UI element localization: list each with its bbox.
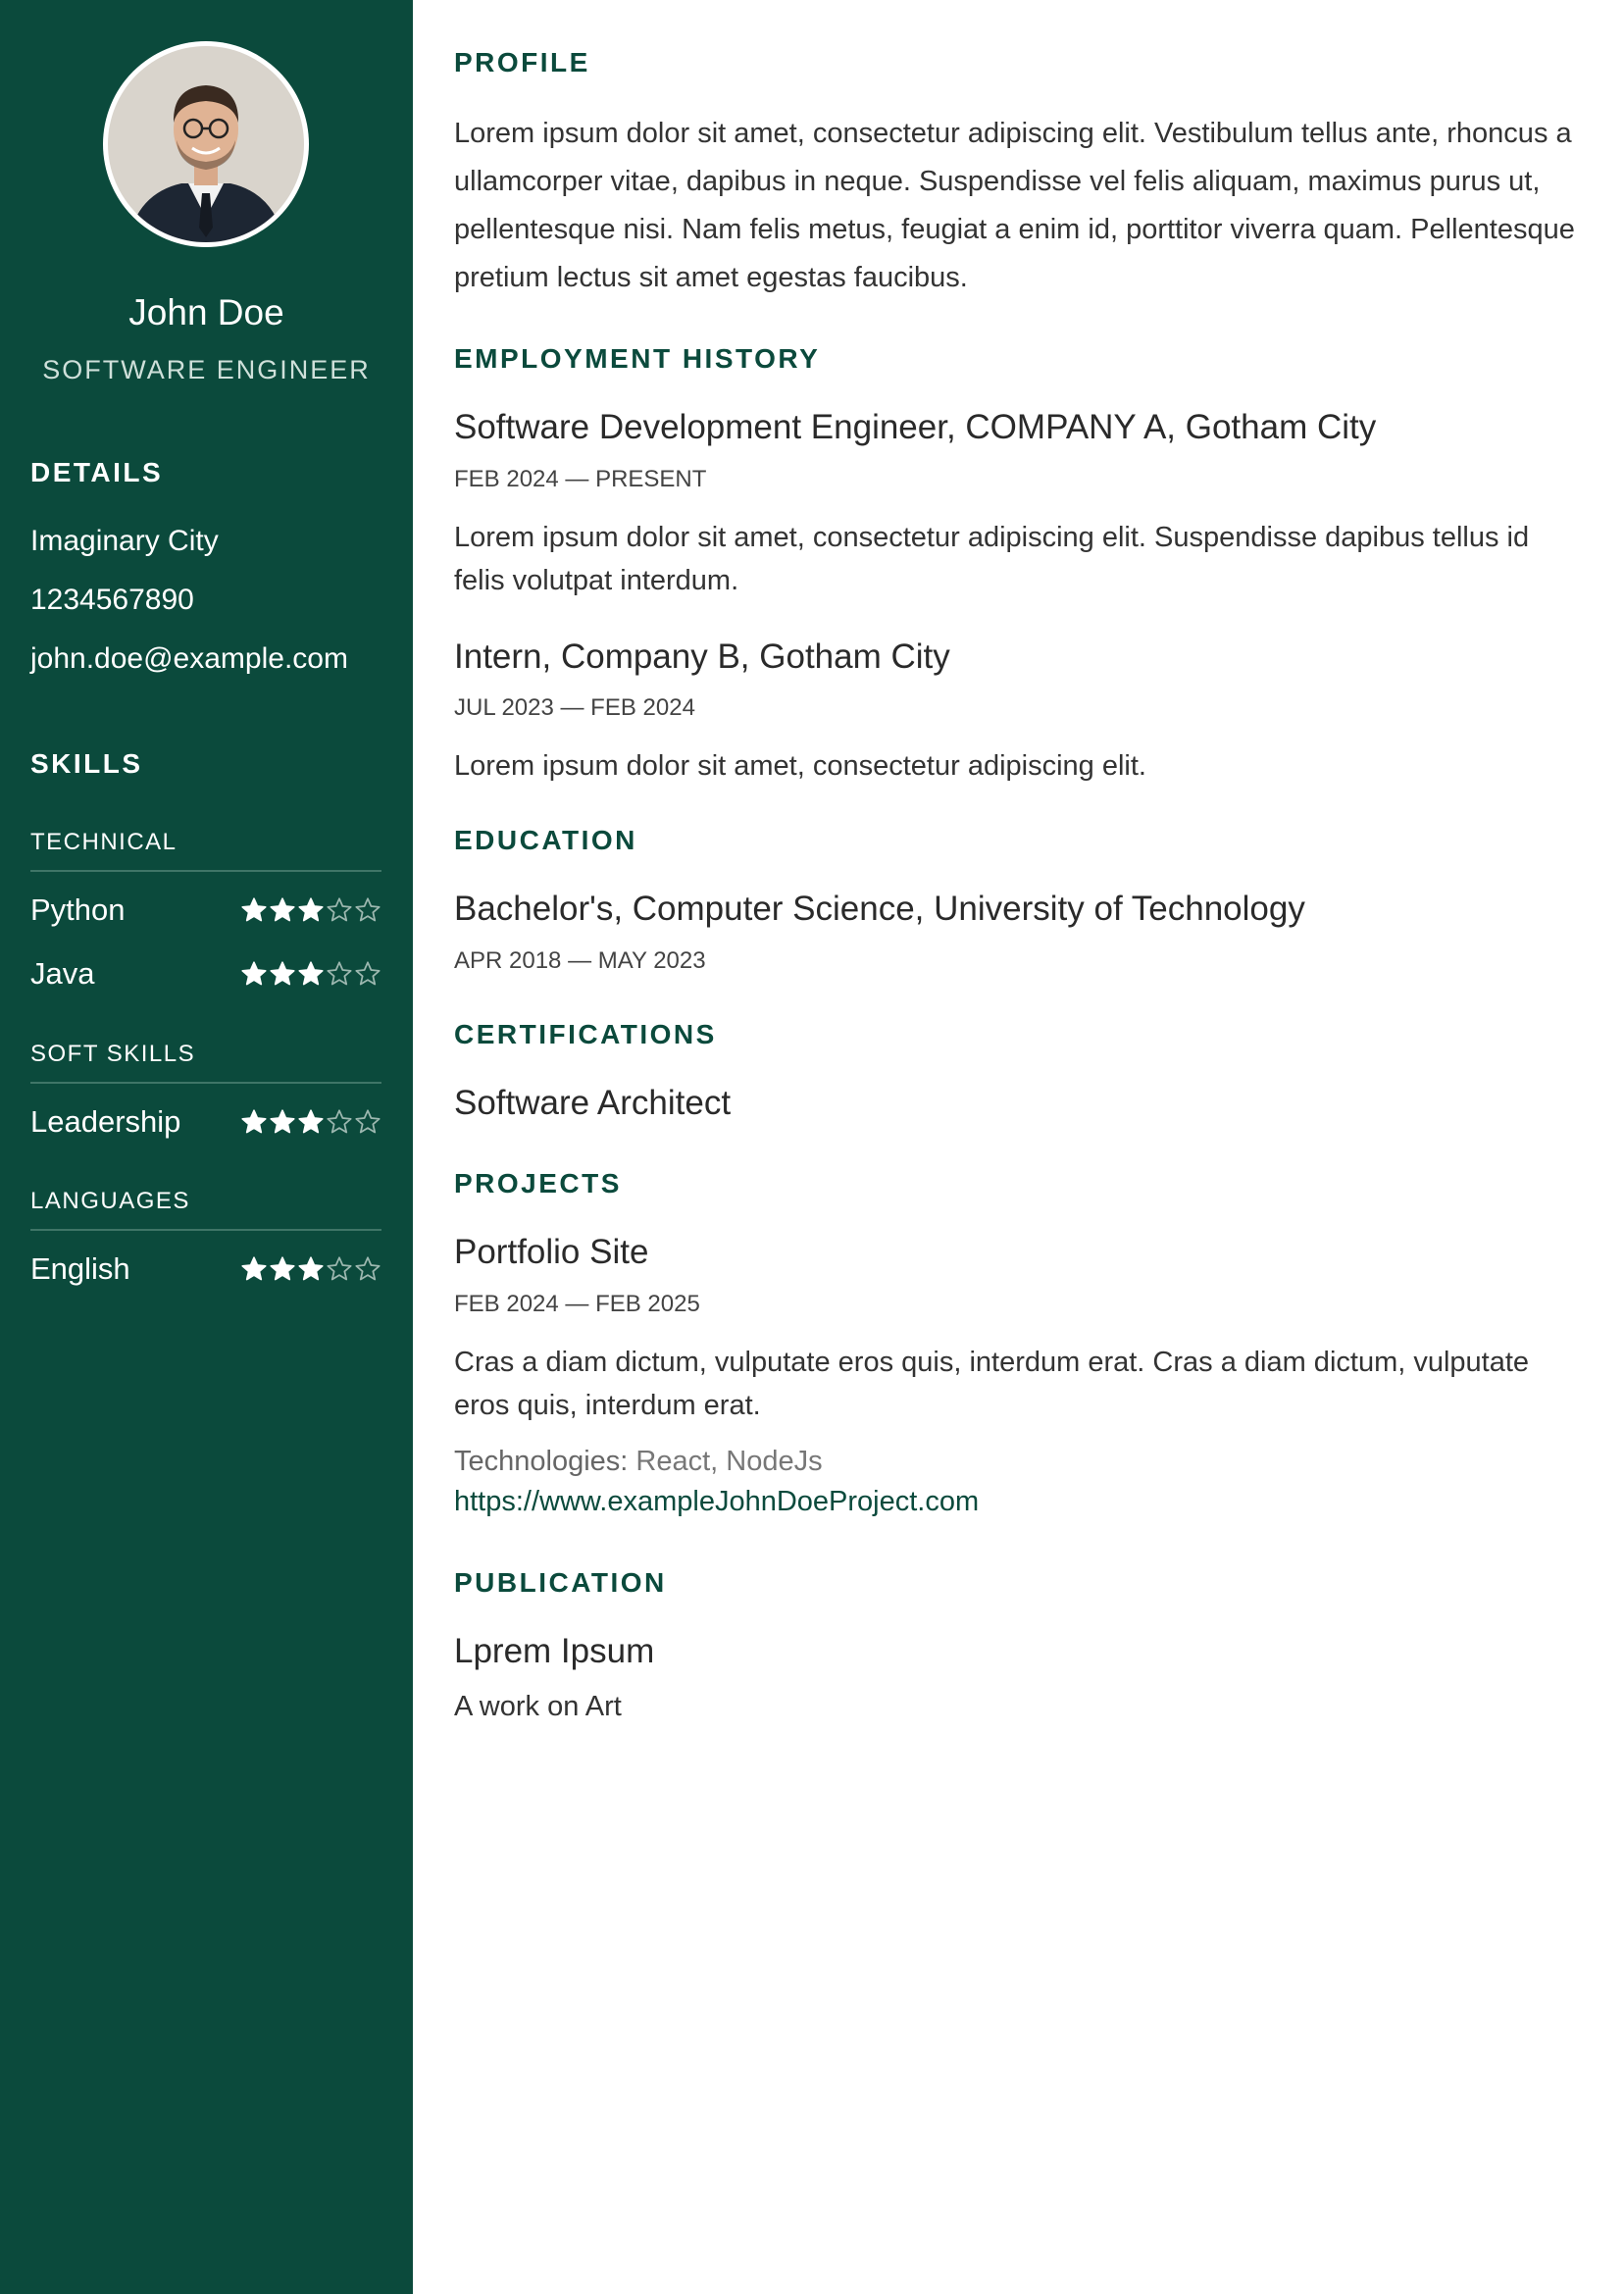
project-technologies — [454, 1442, 1582, 1481]
technologies-label: Technologies: — [454, 1446, 629, 1477]
star-empty-icon — [326, 960, 353, 988]
profile-heading: PROFILE — [454, 47, 590, 77]
skill-name: English — [30, 1251, 130, 1286]
skill-rating — [239, 1255, 381, 1283]
star-empty-icon — [354, 1108, 381, 1136]
star-empty-icon — [326, 896, 353, 924]
star-filled-icon — [240, 896, 268, 924]
employment-heading: EMPLOYMENT HISTORY — [454, 343, 821, 374]
star-filled-icon — [297, 896, 325, 924]
education-heading: EDUCATION — [454, 825, 637, 855]
technical-heading: TECHNICAL — [30, 829, 381, 872]
skill-name: Leadership — [30, 1104, 181, 1139]
job-title: Intern, Company B, Gotham City — [454, 637, 950, 676]
technologies-value: React, NodeJs — [635, 1446, 823, 1477]
education-degree: Bachelor's, Computer Science, University of Technology — [454, 890, 1305, 928]
star-filled-icon — [269, 1108, 296, 1136]
star-filled-icon — [269, 960, 296, 988]
job-description: Lorem ipsum dolor sit amet, consectetur adipiscing elit. Suspendisse dapibus tellus id felis volutpat interdum. — [454, 522, 1530, 596]
project-description: Cras a diam dictum, vulputate eros quis, interdum erat. Cras a diam dictum, vulputate eros quis, interdum erat. — [454, 1347, 1530, 1421]
star-filled-icon — [297, 1255, 325, 1283]
candidate-name: John Doe — [128, 292, 284, 332]
certifications-heading: CERTIFICATIONS — [454, 1019, 717, 1049]
details-heading: DETAILS — [30, 457, 164, 487]
skill-name: Java — [30, 956, 95, 991]
languages-heading: LANGUAGES — [30, 1188, 381, 1231]
job-dates: JUL 2023 — FEB 2024 — [454, 694, 695, 721]
star-filled-icon — [297, 960, 325, 988]
project-name: Portfolio Site — [454, 1233, 649, 1271]
skill-name: Python — [30, 892, 126, 927]
skill-rating — [239, 1108, 381, 1136]
star-empty-icon — [354, 1255, 381, 1283]
star-empty-icon — [354, 896, 381, 924]
skill-rating — [239, 896, 381, 924]
job-title: Software Development Engineer, COMPANY A, Gotham City — [454, 408, 1377, 446]
avatar — [108, 46, 304, 242]
star-filled-icon — [240, 960, 268, 988]
star-empty-icon — [354, 960, 381, 988]
sidebar — [0, 0, 413, 2294]
skill-row — [30, 956, 381, 995]
education-dates: APR 2018 — MAY 2023 — [454, 947, 706, 974]
star-empty-icon — [326, 1108, 353, 1136]
detail-city: Imaginary City — [30, 525, 219, 557]
skill-row — [30, 1251, 381, 1291]
skill-row — [30, 1104, 381, 1144]
star-filled-icon — [240, 1108, 268, 1136]
certification-item: Software Architect — [454, 1084, 732, 1122]
skills-heading: SKILLS — [30, 748, 143, 779]
skill-row — [30, 892, 381, 932]
projects-heading: PROJECTS — [454, 1168, 622, 1198]
profile-text: Lorem ipsum dolor sit amet, consectetur adipiscing elit. Vestibulum tellus ante, rhoncus a ullamcorper vitae, dapibus in neque. Suspendisse vel felis aliquam, maximus purus ut, pellentesque nisi. Nam felis metus, feugiat a enim id, porttitor viverra quam. Pellentesque pretium lectus sit amet egestas faucibus. — [454, 118, 1575, 293]
job-dates: FEB 2024 — PRESENT — [454, 466, 707, 492]
project-dates: FEB 2024 — FEB 2025 — [454, 1291, 700, 1317]
star-empty-icon — [326, 1255, 353, 1283]
detail-email[interactable]: john.doe@example.com — [30, 642, 348, 675]
soft-skills-heading: SOFT SKILLS — [30, 1041, 381, 1084]
star-filled-icon — [297, 1108, 325, 1136]
avatar-frame — [103, 41, 309, 247]
detail-phone: 1234567890 — [30, 584, 194, 616]
publication-heading: PUBLICATION — [454, 1567, 667, 1598]
star-filled-icon — [269, 1255, 296, 1283]
project-link[interactable]: https://www.exampleJohnDoeProject.com — [454, 1486, 980, 1517]
star-filled-icon — [240, 1255, 268, 1283]
candidate-title: SOFTWARE ENGINEER — [42, 355, 371, 384]
publication-title: Lprem Ipsum — [454, 1632, 655, 1670]
job-description: Lorem ipsum dolor sit amet, consectetur adipiscing elit. — [454, 750, 1146, 782]
star-filled-icon — [269, 896, 296, 924]
skill-rating — [239, 960, 381, 988]
publication-subtitle: A work on Art — [454, 1691, 622, 1722]
